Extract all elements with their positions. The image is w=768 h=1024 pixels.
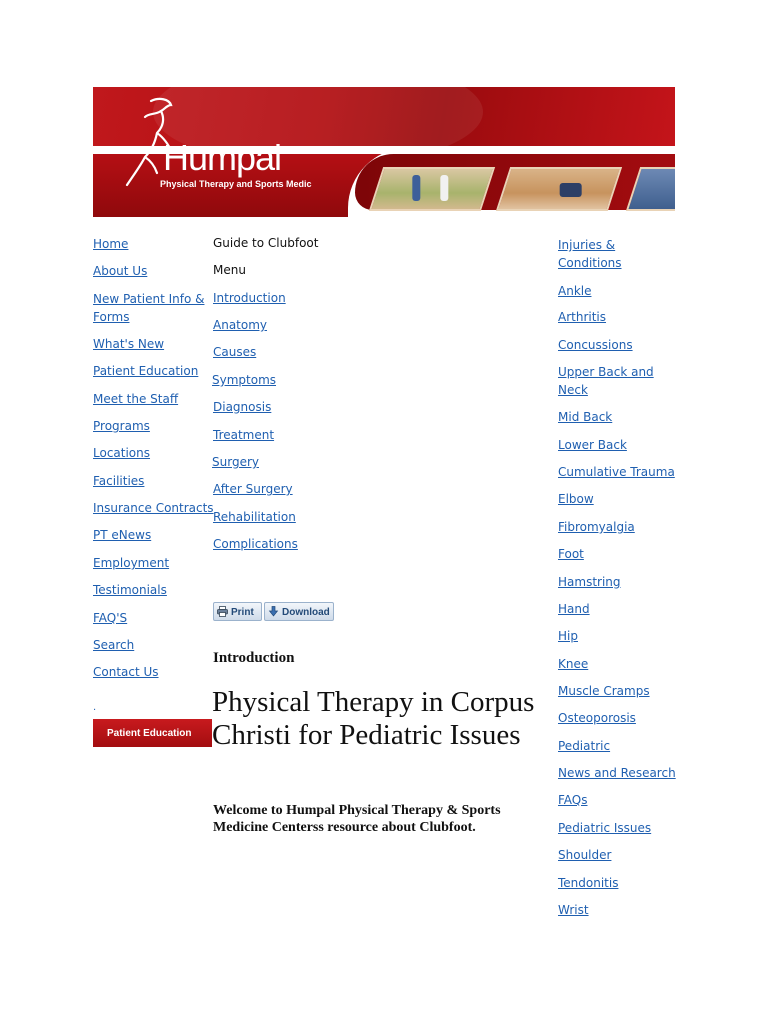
- nav-new-patient-info[interactable]: New Patient Info & Forms: [93, 292, 205, 324]
- cond-hand[interactable]: Hand: [558, 602, 590, 616]
- nav-home[interactable]: Home: [93, 237, 129, 251]
- cond-pediatric[interactable]: Pediatric: [558, 739, 611, 753]
- nav-testimonials[interactable]: Testimonials: [93, 583, 167, 597]
- menu-introduction[interactable]: Introduction: [213, 291, 286, 305]
- patient-education-box[interactable]: Patient Education: [93, 719, 212, 747]
- welcome-text: Welcome to Humpal Physical Therapy & Sports Medicine Centerss resource about Clubfoot.: [213, 803, 501, 835]
- page-title: Physical Therapy in Corpus Christi for Pediatric Issues: [212, 686, 535, 751]
- guide-title: Guide to Clubfoot: [213, 236, 319, 250]
- menu-anatomy[interactable]: Anatomy: [213, 318, 268, 332]
- logo-text: Humpal: [163, 137, 282, 178]
- print-label: Print: [231, 607, 254, 618]
- logo-tagline: Physical Therapy and Sports Medic: [160, 179, 312, 189]
- nav-dot: .: [93, 702, 97, 713]
- cond-muscle-cramps[interactable]: Muscle Cramps: [558, 684, 650, 698]
- site-banner: [93, 87, 675, 217]
- cond-hip[interactable]: Hip: [558, 629, 578, 643]
- menu-rehabilitation[interactable]: Rehabilitation: [213, 510, 296, 524]
- nav-about-us[interactable]: About Us: [93, 264, 148, 278]
- cond-arthritis[interactable]: Arthritis: [558, 310, 607, 324]
- download-arrow-icon: [268, 606, 279, 617]
- download-button[interactable]: [264, 602, 334, 621]
- menu-complications[interactable]: Complications: [213, 537, 298, 551]
- nav-employment[interactable]: Employment: [93, 556, 170, 570]
- nav-locations[interactable]: Locations: [93, 446, 151, 460]
- nav-patient-education[interactable]: Patient Education: [93, 364, 199, 378]
- download-label: Download: [282, 607, 330, 618]
- cond-fibromyalgia[interactable]: Fibromyalgia: [558, 520, 635, 534]
- cond-mid-back[interactable]: Mid Back: [558, 410, 613, 424]
- banner-photo-baseball-slide: [496, 167, 622, 211]
- cond-injuries-conditions[interactable]: Injuries & Conditions: [558, 238, 622, 270]
- cond-concussions[interactable]: Concussions: [558, 338, 633, 352]
- cond-lower-back[interactable]: Lower Back: [558, 438, 627, 452]
- cond-hamstring[interactable]: Hamstring: [558, 575, 621, 589]
- banner-photo-walkers: [369, 167, 495, 211]
- cond-shoulder[interactable]: Shoulder: [558, 848, 612, 862]
- cond-upper-back-neck[interactable]: Upper Back and Neck: [558, 365, 654, 397]
- cond-ankle[interactable]: Ankle: [558, 284, 592, 298]
- cond-elbow[interactable]: Elbow: [558, 492, 594, 506]
- cond-news-research[interactable]: News and Research: [558, 766, 676, 780]
- menu-symptoms[interactable]: Symptoms: [212, 373, 277, 387]
- intro-heading: Introduction: [213, 650, 295, 666]
- nav-insurance-contracts[interactable]: Insurance Contracts: [93, 501, 214, 515]
- nav-whats-new[interactable]: What's New: [93, 337, 165, 351]
- nav-faqs[interactable]: FAQ'S: [93, 611, 128, 625]
- printer-icon: [217, 606, 228, 617]
- cond-cumulative-trauma[interactable]: Cumulative Trauma: [558, 465, 675, 479]
- nav-facilities[interactable]: Facilities: [93, 474, 145, 488]
- cond-faqs[interactable]: FAQs: [558, 793, 588, 807]
- print-button[interactable]: [213, 602, 262, 621]
- cond-pediatric-issues[interactable]: Pediatric Issues: [558, 821, 652, 835]
- cond-wrist[interactable]: Wrist: [558, 903, 589, 917]
- menu-label: Menu: [213, 263, 246, 277]
- nav-pt-enews[interactable]: PT eNews: [93, 528, 152, 542]
- menu-diagnosis[interactable]: Diagnosis: [213, 400, 272, 414]
- nav-search[interactable]: Search: [93, 638, 135, 652]
- menu-after-surgery[interactable]: After Surgery: [213, 482, 293, 496]
- cond-tendonitis[interactable]: Tendonitis: [558, 876, 619, 890]
- menu-surgery[interactable]: Surgery: [212, 455, 259, 469]
- nav-contact-us[interactable]: Contact Us: [93, 665, 159, 679]
- nav-programs[interactable]: Programs: [93, 419, 150, 433]
- nav-meet-the-staff[interactable]: Meet the Staff: [93, 392, 179, 406]
- menu-causes[interactable]: Causes: [213, 345, 257, 359]
- menu-treatment[interactable]: Treatment: [213, 428, 275, 442]
- cond-knee[interactable]: Knee: [558, 657, 589, 671]
- cond-foot[interactable]: Foot: [558, 547, 584, 561]
- cond-osteoporosis[interactable]: Osteoporosis: [558, 711, 636, 725]
